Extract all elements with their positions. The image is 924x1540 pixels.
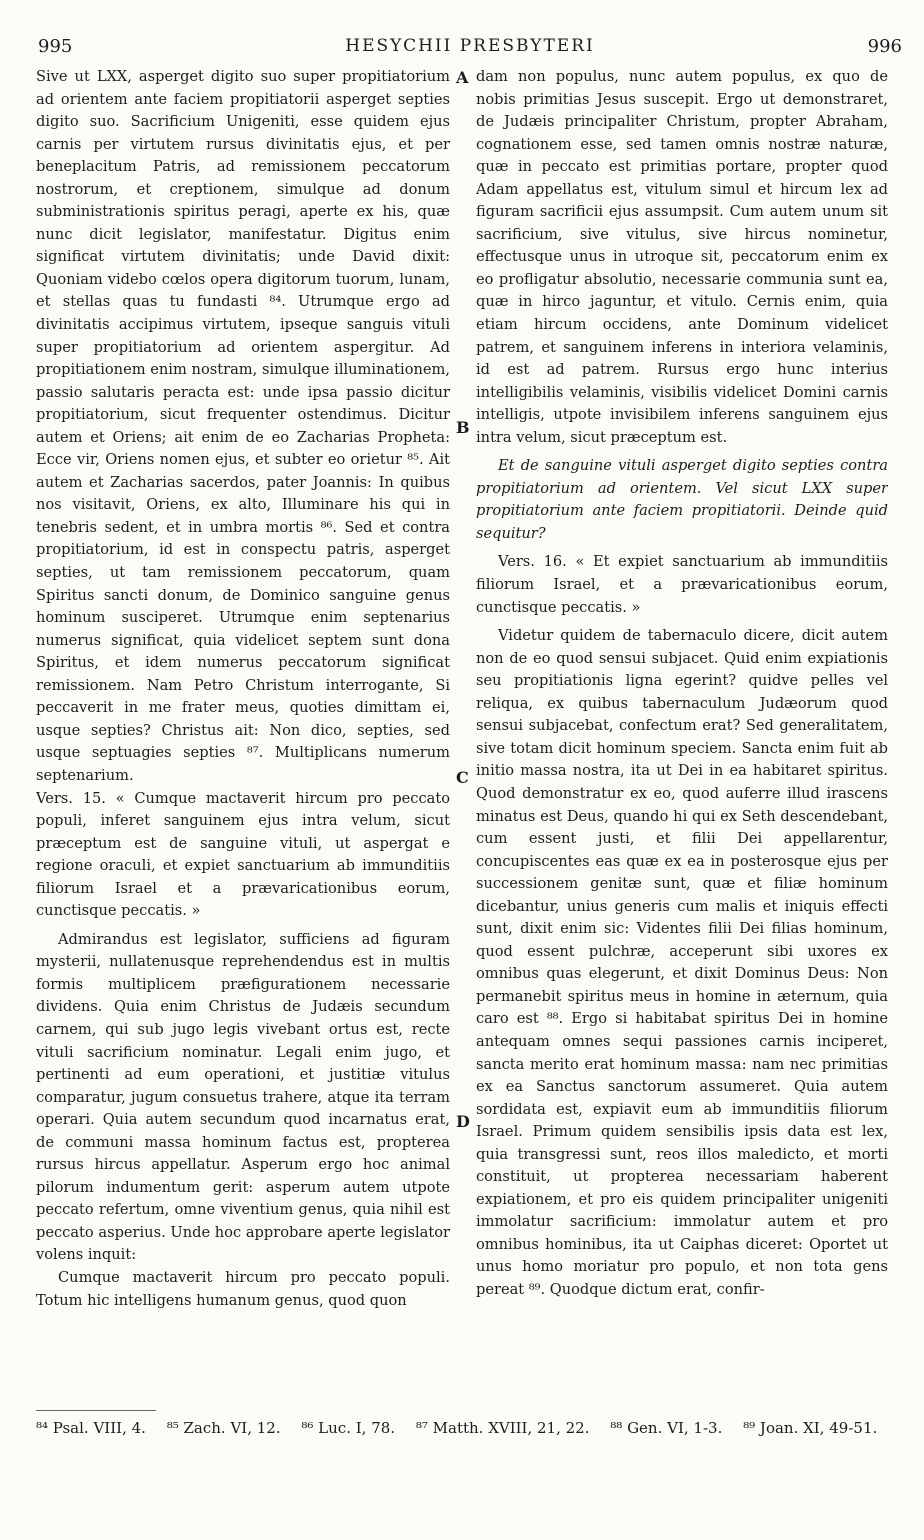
right-column [476,66,888,1396]
margin-letter-a: A [456,68,469,87]
footnote: ⁸⁵ Zach. VI, 12. [166,1419,281,1437]
margin-letter-c: C [456,768,469,787]
page-number-left: 995 [38,36,73,57]
paragraph: Videtur quidem de tabernaculo dicere, dicit autem non de eo quod sensui subjacet. Quid enim expiationis seu propitiationis ligna egerint? quidve pelles vel reliqua, ex quibus tabernaculum Judæorum quod sensui subjacebat, confectum erat? Sed generalitatem, sive totam dicit hominum speciem. Sancta enim fuit ab initio massa nostra, ita ut Dei in ea habitaret spiritus. Quod demonstratur ex eo, quod auferre illud irascens minatus est Deus, quando hi qui ex Seth descendebant, cum essent justi, et filii Dei appellarentur, concupiscentes eas quæ ex ea in posterosque ejus per successionem genitæ sunt, quæ et filiæ hominum dicebantur, unius generis cum malis et iniquis effecti sunt, dixit enim sic: Videntes filii Dei filias hominum, quod essent pulchræ, acceperunt sibi uxores ex omnibus quas elegerunt, et dixit Dominus Deus: Non permanebit spiritus meus in homine in æternum, quia caro est ⁸⁸. Ergo si habitabat spiritus Dei in homine antequam omnes sequi passiones carnis inciperet, sancta merito erat hominum massa: nam nec primitias ex ea Sanctus sanctorum assumeret. Quia autem sordidata est, expiavit eum ab immunditiis filiorum Israel. Primum quidem sensibilis ipsis data est lex, quia transgressi sunt, reos illos maledicto, et morti constituit, ut propterea necessariam haberent expiationem, et pro eis quidem principaliter unigeniti immolatur sacrificium: immolatur autem et pro omnibus hominibus, ita ut Caiphas diceret: Oportet ut unus homo moriatur pro populo, et non tota gens pereat ⁸⁹. Quodque dictum erat, confir- [476,627,888,1298]
paragraph: Sive ut LXX, asperget digito suo super propitiatorium ad orientem ante faciem propitiatorii asperget septies digito suo. Sacrificium Unigeniti, esse quidem ejus carnis per virtutem rursus divinitatis ejus, et per beneplacitum Patris, ad remissionem peccatorum nostrorum, et creptionem, simulque ad donum subministrationis spiritus peragi, aperte ex his, quæ nunc dicit legislator, manifestatur. Digitus enim significat virtutem divinitatis; unde David dixit: Quoniam videbo cœlos opera digitorum tuorum, lunam, et stellas quas tu fundasti ⁸⁴. Utrumque ergo ad divinitatis accipimus virtutem, ipseque sanguis vituli super propitiatorium ad orientem aspergitur. Ad propitiationem enim nostram, simulque illuminationem, passio salutaris peracta est: unde ipsa passio dicitur propitiatorium, sicut frequenter ostendimus. Dicitur autem et Oriens; ait enim de eo Zacharias Propheta: Ecce vir, Oriens nomen ejus, et subter eo orietur ⁸⁵. Ait autem et Zacharias sacerdos, pater Joannis: In quibus nos visitavit, Oriens, ex alto, Illuminare his qui in tenebris sedent, et in umbra mortis ⁸⁶. Sed et contra propitiatorium, id est in conspectu patris, asperget septies, ut tam remissionem peccatorum, quam Spiritus sancti donum, de Dominico sanguine genus hominum susciperet. Utrumque enim septenarius numerus significat, quia videlicet septem sunt dona Spiritus, et idem numerus peccatorum significat remissionem. Nam Petro Christum interrogante, Si peccaverit in me frater meus, quoties dimittam ei, usque septies? Christus ait: Non dico, septies, sed usque septuagies septies ⁸⁷. Multiplicans numerum septenarium. [36,68,450,784]
footnotes [36,1418,902,1438]
verse-paragraph: Vers. 16. « Et expiet sanctuarium ab immunditiis filiorum Israel, et a prævaricationibus eorum, cunctisque peccatis. » [476,553,888,616]
margin-letter-b: B [456,418,470,437]
page-number-right: 996 [867,36,902,57]
footnote: ⁸⁸ Gen. VI, 1-3. [610,1419,723,1437]
left-column [36,66,450,1396]
footnote-rule [36,1410,156,1411]
quoted-paragraph: Et de sanguine vituli asperget digito septies contra propitiatorium ad orientem. Vel sicut LXX super propitiatorium ante faciem propitiatorii. Deinde quid sequitur? [476,457,888,542]
margin-letter-d: D [456,1112,470,1131]
paragraph: dam non populus, nunc autem populus, ex quo de nobis primitias Jesus suscepit. Ergo ut demonstraret, de Judæis principaliter Christum, propter Abraham, cognationem esse, sed tamen omnis nostræ naturæ, quæ in peccato est primitias portare, propter quod Adam appellatus est, vitulum simul et hircum lex ad figuram sacrificii ejus assumpsit. Cum autem unum sit sacrificium, sive vitulus, sive hircus nominetur, effectusque unus in utroque sit, peccatorum enim ex eo profligatur absolutio, necessarie communia sunt ea, quæ in hirco jaguntur, et vitulo. Cernis enim, quia etiam hircum occidens, ante Dominum videlicet patrem, et sanguinem inferens in interiora velaminis, id est ad patrem. Rursus ergo hunc interius intelligibilis velaminis, visibilis videlicet Domini carnis intelligis, utpote invisibilem inferens sanguinem ejus intra velum, sicut præceptum est. [476,68,888,446]
verse-paragraph: Vers. 15. « Cumque mactaverit hircum pro peccato populi, inferet sanguinem ejus intra velum, sicut præceptum est de sanguine vituli, ut aspergat e regione oraculi, et expiet sanctuarium ab immunditiis filiorum Israel et a prævaricationibus eorum, cunctisque peccatis. » [36,789,450,920]
footnote: ⁸⁶ Luc. I, 78. [301,1419,396,1437]
footnote: ⁸⁷ Matth. XVIII, 21, 22. [415,1419,590,1437]
paragraph: Admirandus est legislator, sufficiens ad figuram mysterii, nullatenusque reprehendendus est in multis formis multiplicem præfigurationem necessarie dividens. Quia enim Christus de Judæis secundum carnem, qui sub jugo legis vivebant ortus est, recte vituli sacrificium nominatur. Legali enim jugo, et pertinenti ad eum operationi, et justitiæ vitulus comparatur, jugum consuetus trahere, atque ita terram operari. Quia autem secundum quod incarnatus erat, de communi massa hominum factus est, propterea rursus hircus appellatur. Asperum ergo hoc animal pilorum indumentum gerit: asperum autem utpote peccato refertum, omne viventium genus, quia nihil est peccato asperius. Unde hoc approbare aperte legislator volens inquit: [36,930,450,1264]
running-title: HESYCHII PRESBYTERI [345,36,595,56]
running-header [38,36,902,60]
footnote: ⁸⁴ Psal. VIII, 4. [36,1419,146,1437]
footnote: ⁸⁹ Joan. XI, 49-51. [743,1419,878,1437]
paragraph: Cumque mactaverit hircum pro peccato populi. Totum hic intelligens humanum genus, quod quon [36,1268,450,1309]
